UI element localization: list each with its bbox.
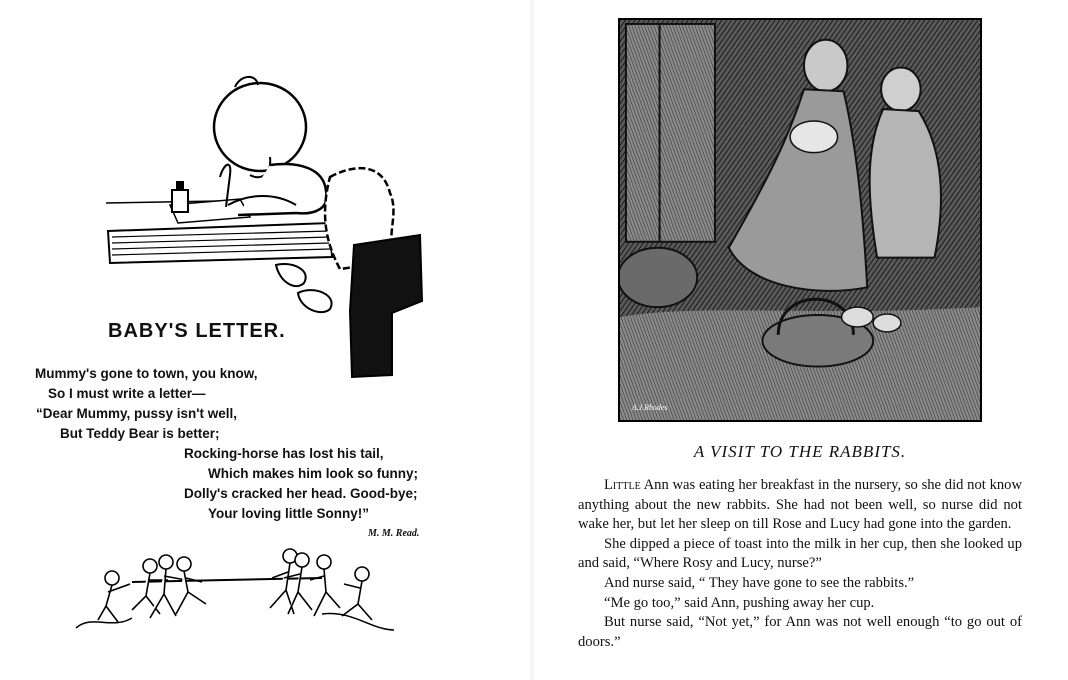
left-page xyxy=(0,0,530,680)
story-dropcap: Little xyxy=(604,477,641,493)
story-paragraph: “Me go too,” said Ann, pushing away her cup. xyxy=(604,594,875,611)
story-title: A VISIT TO THE RABBITS. xyxy=(693,442,907,461)
rabbits-engraving xyxy=(618,18,982,422)
story-paragraph: And nurse said, “ They have gone to see the rabbits.” xyxy=(604,574,915,591)
poem-line: So I must write a letter— xyxy=(48,386,206,401)
poem-line: Which makes him look so funny; xyxy=(208,466,419,481)
poem-line: “Dear Mummy, pussy isn't well, xyxy=(36,406,238,421)
tug-of-war-illustration xyxy=(72,544,402,636)
poem-line: Mummy's gone to town, you know, xyxy=(35,366,258,381)
story-paragraph: She dipped a piece of toast into the milk in her cup, then she looked up and said, “Where Rosy and Lucy, nurse?” xyxy=(578,535,1022,572)
story-text xyxy=(578,476,1022,652)
poem-line: But Teddy Bear is better; xyxy=(60,426,220,441)
story-paragraph: But nurse said, “Not yet,” for Ann was not well enough “to go out of doors.” xyxy=(578,614,1022,650)
story-paragraph-text: Ann was eating her breakfast in the nursery, so she did not know anything about the new rabbits. She had not been well, so nurse did not wake her, but let her sleep on till Rose and Lucy had gone into the garden. xyxy=(578,477,1022,533)
engraving-signature: A.J.Rhodes xyxy=(631,403,668,413)
poem-title: BABY'S LETTER. xyxy=(108,320,286,342)
story-paragraph xyxy=(578,476,1022,535)
poem-author: M. M. Read. xyxy=(368,528,420,539)
poem-line: Rocking-horse has lost his tail, xyxy=(184,446,384,461)
poem-line: Your loving little Sonny!” xyxy=(208,506,369,521)
poem-line: Dolly's cracked her head. Good-bye; xyxy=(184,486,418,501)
